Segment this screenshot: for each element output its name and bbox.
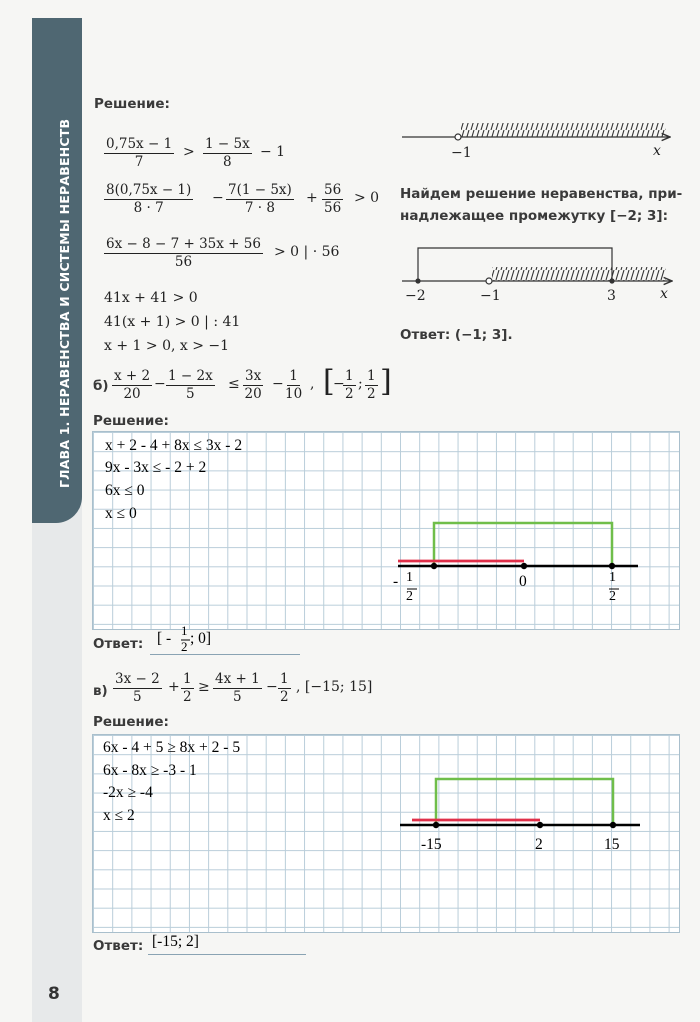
- nl1-label-minus1: −1: [451, 145, 472, 161]
- c-green-interval: [436, 779, 613, 825]
- step-6: x + 1 > 0, x > −1: [104, 338, 230, 354]
- b-comma: ,: [310, 376, 315, 392]
- b-nl-half-num-right: 1: [609, 570, 616, 585]
- nl2-hatch: [492, 267, 666, 281]
- numline-c: [400, 779, 640, 828]
- b-hw-line-1: x + 2 - 4 + 8x ≤ 3x - 2: [105, 437, 243, 454]
- c-point-minus15: [433, 822, 439, 828]
- b-point-left: [431, 563, 437, 569]
- frac-b-4: $\frac{1}{10}$: [285, 368, 303, 402]
- find-solution-text-1: Найдем решение неравенства, при-: [400, 186, 683, 202]
- frac-c-1: $\frac{3x - 2}{5}$: [115, 671, 160, 705]
- step-5: 41(x + 1) > 0 | : 41: [104, 314, 241, 330]
- c-point-2: [537, 822, 543, 828]
- c-hw-line-1: 6x - 4 + 5 ≥ 8x + 2 - 5: [103, 739, 241, 756]
- answer-b-num: 1: [181, 623, 188, 638]
- b-op2: −: [272, 376, 284, 392]
- c-interval: , [−15; 15]: [296, 679, 373, 695]
- frac-b-3: $\frac{3x}{20}$: [244, 368, 262, 402]
- b-nl-minus: -: [393, 573, 399, 590]
- nl1-axis-x: x: [653, 143, 661, 159]
- answer-b-den: 2: [181, 639, 188, 654]
- part-b-label: б): [93, 378, 109, 394]
- b-point-zero: [521, 563, 527, 569]
- b-bracket-open: [: [323, 364, 335, 399]
- numline-2: [402, 248, 672, 284]
- nl1-hatch: [461, 123, 666, 137]
- b-hw-line-4: x ≤ 0: [105, 505, 137, 522]
- frac-a3: $\frac{6x - 8 - 7 + 35x + 56}{56}$: [106, 236, 261, 270]
- op-plus: +: [306, 190, 318, 206]
- gt-zero: > 0: [354, 190, 380, 206]
- c-hw-line-3: -2x ≥ -4: [103, 784, 153, 801]
- line3-tail: > 0 | · 56: [274, 244, 340, 260]
- c-nl-minus15: -15: [421, 836, 442, 853]
- b-nl-half-den-left: 2: [406, 589, 413, 604]
- page-number: 8: [48, 984, 60, 1004]
- b-nl-zero: 0: [519, 573, 527, 590]
- answer-b-open: [ -: [157, 630, 172, 647]
- frac-a1-right: $\frac{1 - 5x}{8}$: [205, 136, 250, 170]
- frac-c-3: $\frac{4x + 1}{5}$: [215, 671, 260, 705]
- frac-c-2: $\frac{1}{2}$: [183, 671, 192, 705]
- c-op2: −: [266, 679, 278, 695]
- frac-a2-2: $\frac{7(1 - 5x)}{7 \cdot 8}$: [228, 182, 292, 216]
- c-point-15: [610, 822, 616, 828]
- b-point-right: [609, 563, 615, 569]
- solution-heading-c: Решение:: [93, 714, 169, 730]
- b-op1: −: [154, 376, 166, 392]
- nl2-label-minus2: −2: [405, 288, 426, 304]
- answer-a: Ответ: (−1; 3].: [400, 327, 513, 343]
- numline-1: [402, 123, 670, 140]
- part-c-label: в): [93, 683, 108, 699]
- minus-one: − 1: [260, 144, 286, 160]
- nl2-axis-x: x: [660, 286, 668, 302]
- b-hw-line-3: 6x ≤ 0: [105, 482, 145, 499]
- c-hw-line-4: x ≤ 2: [103, 807, 135, 824]
- solution-heading-b: Решение:: [93, 413, 169, 429]
- b-green-interval: [434, 523, 612, 566]
- frac-a2-3: $\frac{56}{56}$: [324, 182, 342, 216]
- b-nl-half-den-right: 2: [609, 589, 616, 604]
- nl2-point-minus2: [415, 278, 420, 283]
- frac-b-int-2: $\frac{1}{2}$: [367, 368, 376, 402]
- frac-c-4: $\frac{1}{2}$: [280, 671, 289, 705]
- solution-heading-a: Решение:: [94, 96, 170, 112]
- c-nl-2: 2: [535, 836, 543, 853]
- c-sign: ≥: [198, 679, 210, 695]
- answer-c-label: Ответ:: [93, 938, 144, 954]
- sign-gt: >: [183, 144, 195, 160]
- b-minus: −: [333, 376, 345, 392]
- op-minus: −: [212, 190, 224, 206]
- frac-a2-1: $\frac{8(0,75x - 1)}{8 \cdot 7}$: [106, 182, 192, 216]
- b-sign: ≤: [228, 376, 240, 392]
- frac-b-2: $\frac{1 - 2x}{5}$: [168, 368, 213, 402]
- nl2-label-3: 3: [607, 288, 616, 304]
- c-hw-line-2: 6x - 8x ≥ -3 - 1: [103, 762, 197, 779]
- nl2-point-3: [609, 278, 614, 283]
- b-bracket-close: ]: [380, 364, 392, 399]
- frac-a1-left: $\frac{0,75x - 1}{7}$: [106, 136, 173, 170]
- step-4: 41x + 41 > 0: [104, 290, 198, 306]
- answer-b-close: ; 0]: [190, 630, 212, 647]
- nl2-point-minus1: [486, 278, 492, 284]
- numline-b: [181, 523, 638, 640]
- c-nl-15: 15: [604, 836, 620, 853]
- frac-b-1: $\frac{x + 2}{20}$: [114, 368, 151, 402]
- nl2-label-minus1: −1: [480, 288, 501, 304]
- find-solution-text-2: надлежащее промежутку [−2; 3]:: [400, 208, 668, 224]
- frac-b-int-1: $\frac{1}{2}$: [345, 368, 354, 402]
- c-op1: +: [168, 679, 180, 695]
- nl1-open-point: [455, 134, 461, 140]
- answer-b-label: Ответ:: [93, 636, 144, 652]
- chapter-title: ГЛАВА 1. НЕРАВЕНСТВА И СИСТЕМЫ НЕРАВЕНСТВ: [57, 118, 72, 488]
- b-semicolon: ;: [358, 376, 363, 392]
- b-nl-half-num-left: 1: [406, 570, 413, 585]
- answer-c-value: [-15; 2]: [152, 933, 199, 950]
- b-hw-line-2: 9x - 3x ≤ - 2 + 2: [105, 459, 207, 476]
